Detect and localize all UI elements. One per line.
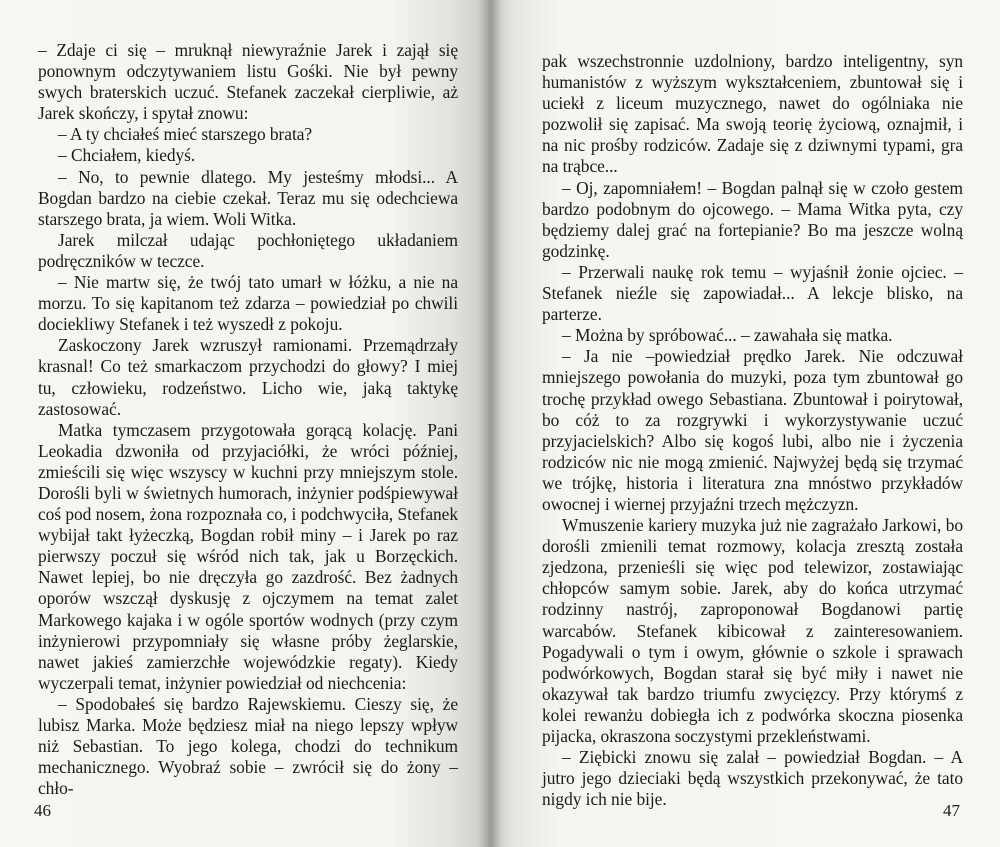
paragraph: Matka tymczasem przygotowała gorącą kolację. Pani Leokadia dzwoniła od przyjaciółki, że wróci później, zmieścili się więc wszyscy w kuchni przy mniejszym stole. Dorośli byli w świetnych humorach, inżynier podśpiewywał coś pod nosem, żona rozpoznała co, i podchwyciła, Stefanek wybijał takt łyżeczką, Bogdan robił miny – i Jarek po raz pierwszy poczuł się wśród nich tak, jak u Borzęckich. Nawet lepiej, bo nie dręczyła go zazdrość. Bez żadnych oporów wszczął dyskusję z ojczymem na temat zalet Markowego kajaka i w ogóle sportów wodnych (przy czym inżynierowi przypomniały się własne próby żeglarskie, nawet jakieś zamierzchłe wojewódzkie regaty). Kiedy wyczerpali temat, inżynier powiedział od niechcenia: [38, 419, 458, 693]
paragraph: – Nie martw się, że twój tato umarł w łóżku, a nie na morzu. To się kapitanom też zdarza – powiedział po chwili dociekliwy Stefanek i też wyszedł z pokoju. [38, 272, 458, 335]
paragraph: – Ja nie –powiedział prędko Jarek. Nie odczuwał mniejszego powołania do muzyki, poza tym zbuntował go trochę przykład owego Sebastiana. Zbuntował i poirytował, bo cóż to za rozgrywki i wykorzystywanie uczuć przyjacielskich? Albo się kogoś lubi, albo nie i życzenia rodziców nic nie mogą zmienić. Najwyżej będą się trzymać we trójkę, historia i literatura zna mnóstwo przykładów owocnej i wiernej przyjaźni trzech mężczyzn. [542, 346, 963, 514]
paragraph: – A ty chciałeś mieć starszego brata? [58, 124, 313, 145]
paragraph: – Chciałem, kiedyś. [58, 145, 196, 166]
paragraph: Jarek milczał udając pochłoniętego układaniem podręczników w teczce. [38, 229, 458, 271]
paragraph: Zaskoczony Jarek wzruszył ramionami. Przemądrzały krasnal! Co też smarkaczom przychodzi do głowy? I miej tu, człowieku, rodzeństwo. Licho wie, jaką taktykę zastosować. [38, 335, 458, 419]
left-page-text [38, 40, 458, 799]
paragraph: – Przerwali naukę rok temu – wyjaśnił żonie ojciec. – Stefanek nieźle się zapowiadał... A lekcje blisko, na parterze. [542, 261, 963, 325]
right-page-text [542, 51, 963, 810]
page-number-right: 47 [943, 801, 960, 820]
paragraph: pak wszechstronnie uzdolniony, bardzo inteligentny, syn humanistów z wyższym wykształceniem, zbuntował się i uciekł z liceum muzycznego, nawet do ogólniaka nie pozwolił się zapisać. Ma swoją teorię życiową, oznajmił, i na nic prośby rodziców. Zadaje się z dziwnymi typami, gra na trąbce... [542, 51, 963, 177]
paragraph: – Można by spróbować... – zawahała się matka. [562, 325, 893, 346]
paragraph: – Zdaje ci się – mruknął niewyraźnie Jarek i zajął się ponownym odczytywaniem listu Gośki. Nie był pewny swych braterskich uczuć. Stefanek zaczekał cierpliwie, aż Jarek skończy, i spytał znowu: [38, 40, 458, 124]
paragraph: – Oj, zapomniałem! – Bogdan palnął się w czoło gestem bardzo podobnym do ojcowego. – Mama Witka pyta, czy będziemy dalej grać na fortepianie? Bo ma jeszcze wolną godzinkę. [542, 177, 963, 261]
paragraph: – No, to pewnie dlatego. My jesteśmy młodsi... A Bogdan bardzo na ciebie czekał. Teraz mu się odechciewa starszego brata, ja wiem. Woli Witka. [38, 166, 458, 229]
page-number-left: 46 [34, 801, 51, 820]
right-page [488, 0, 1000, 847]
left-page [0, 0, 488, 847]
paragraph: Wmuszenie kariery muzyka już nie zagrażało Jarkowi, bo dorośli zmienili temat rozmowy, kolacja zresztą została zjedzona, przenieśli się więc pod telewizor, zostawiając chłopców samym sobie. Jarek, aby do końca utrzymać rodzinny nastrój, zaproponował Bogdanowi partię warcabów. Stefanek kibicował z zainteresowaniem. Pogadywali o tym i owym, głównie o szkole i sprawach podwórkowych, Bogdan starał się być miły i nawet nie okazywał tak bardzo triumfu zwycięzcy. Przy którymś z kolei rewanżu dobiegła ich z podwórka skoczna piosenka pijacka, okraszona soczystymi przekleństwami. [542, 515, 963, 746]
paragraph: – Ziębicki znowu się zalał – powiedział Bogdan. – A jutro jego dzieciaki będą wszystkich przekonywać, że tato nigdy ich nie bije. [542, 747, 963, 810]
paragraph: – Spodobałeś się bardzo Rajewskiemu. Cieszy się, że lubisz Marka. Może będziesz miał na niego lepszy wpływ niż Sebastian. To jego kolega, chodzi do technikum mechanicznego. Wyobraź sobie – zwrócił się do żony – chło- [38, 693, 458, 799]
